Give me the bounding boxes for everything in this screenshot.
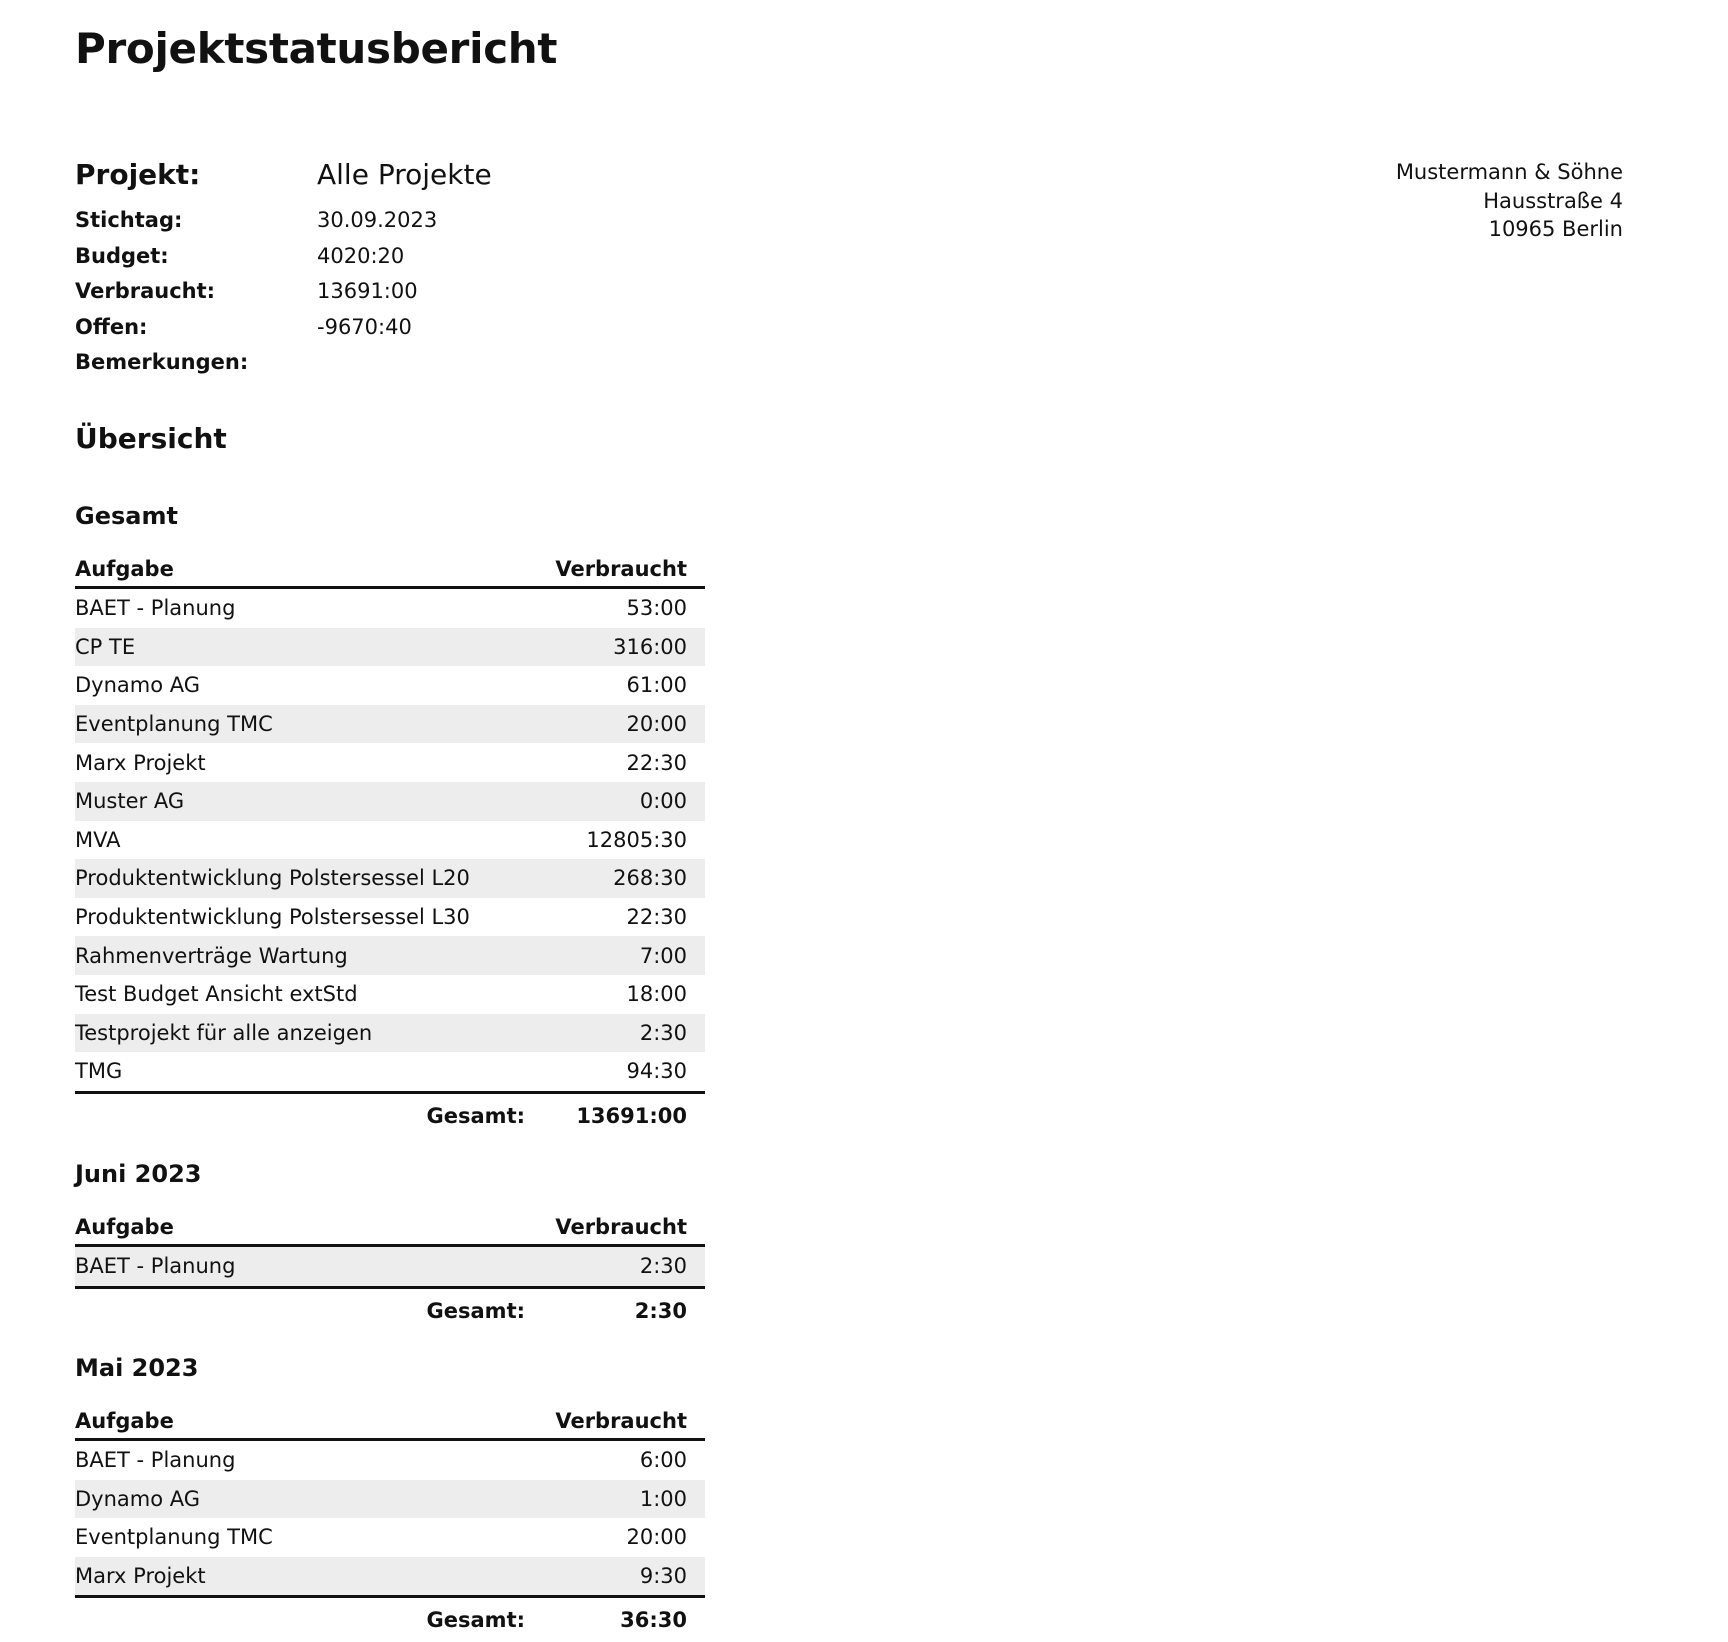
meta-value: Alle Projekte bbox=[317, 158, 492, 191]
meta-label: Verbraucht: bbox=[75, 279, 216, 303]
report-table bbox=[75, 1210, 705, 1333]
address-line: Mustermann & Söhne bbox=[1395, 160, 1623, 184]
used-cell: 1:00 bbox=[525, 1480, 705, 1519]
column-header-task: Aufgabe bbox=[75, 1210, 525, 1246]
total-row bbox=[75, 1287, 705, 1333]
used-cell: 22:30 bbox=[626, 905, 687, 930]
total-row bbox=[75, 1597, 705, 1642]
task-cell: MVA bbox=[75, 827, 121, 852]
total-label: Gesamt: bbox=[75, 1597, 525, 1642]
task-cell: Rahmenverträge Wartung bbox=[75, 936, 525, 975]
report-table bbox=[75, 552, 705, 1138]
section-title: Gesamt bbox=[75, 502, 178, 530]
meta-value: 4020:20 bbox=[317, 243, 405, 268]
section-title: Mai 2023 bbox=[75, 1354, 199, 1382]
table-row bbox=[75, 1052, 705, 1092]
task-cell: BAET - Planung bbox=[75, 1246, 525, 1288]
used-cell: 61:00 bbox=[626, 673, 687, 698]
table-row bbox=[75, 975, 705, 1014]
meta-label: Projekt: bbox=[75, 158, 201, 191]
table-header-row bbox=[75, 552, 705, 588]
table-row bbox=[75, 1518, 705, 1557]
project-meta bbox=[75, 158, 775, 386]
column-header-used: Verbraucht bbox=[525, 1404, 705, 1440]
task-cell: Eventplanung TMC bbox=[75, 1525, 273, 1550]
column-header-used: Verbraucht bbox=[525, 552, 705, 588]
used-cell: 18:00 bbox=[626, 982, 687, 1007]
used-cell: 20:00 bbox=[525, 705, 705, 744]
table-row bbox=[75, 628, 705, 667]
task-cell: Produktentwicklung Polstersessel L30 bbox=[75, 905, 470, 930]
meta-label: Stichtag: bbox=[75, 208, 183, 232]
table-row bbox=[75, 1440, 705, 1480]
task-cell: BAET - Planung bbox=[75, 596, 236, 621]
meta-label: Offen: bbox=[75, 314, 148, 339]
used-cell: 22:30 bbox=[626, 750, 687, 775]
company-address bbox=[1396, 158, 1623, 244]
used-cell: 12805:30 bbox=[586, 827, 687, 852]
total-label: Gesamt: bbox=[75, 1092, 525, 1138]
total-row bbox=[75, 1092, 705, 1138]
used-cell: 2:30 bbox=[525, 1014, 705, 1053]
used-cell: 2:30 bbox=[525, 1246, 705, 1288]
meta-row-verbraucht bbox=[75, 279, 775, 315]
used-cell: 53:00 bbox=[626, 596, 687, 621]
page-title: Projektstatusbericht bbox=[75, 24, 558, 73]
total-value: 13691:00 bbox=[525, 1092, 705, 1138]
section-juni-2023 bbox=[75, 1154, 705, 1333]
report-table bbox=[75, 1404, 705, 1642]
table-row bbox=[75, 743, 705, 782]
task-cell: CP TE bbox=[75, 628, 525, 667]
meta-value: 30.09.2023 bbox=[317, 208, 438, 232]
table-row bbox=[75, 1014, 705, 1053]
overview-heading: Übersicht bbox=[75, 422, 227, 455]
section-title: Juni 2023 bbox=[75, 1160, 202, 1188]
total-value: 36:30 bbox=[525, 1597, 705, 1642]
used-cell: 0:00 bbox=[525, 782, 705, 821]
used-cell: 7:00 bbox=[525, 936, 705, 975]
address-line: 10965 Berlin bbox=[1488, 217, 1623, 241]
used-cell: 9:30 bbox=[525, 1557, 705, 1597]
section-mai-2023 bbox=[75, 1348, 705, 1642]
meta-label: Budget: bbox=[75, 243, 169, 268]
column-header-task: Aufgabe bbox=[75, 1404, 525, 1440]
meta-value: -9670:40 bbox=[317, 314, 412, 339]
used-cell: 268:30 bbox=[525, 859, 705, 898]
task-cell: Produktentwicklung Polstersessel L20 bbox=[75, 859, 525, 898]
meta-row-budget bbox=[75, 244, 775, 280]
total-label: Gesamt: bbox=[75, 1287, 525, 1333]
meta-row-offen bbox=[75, 315, 775, 351]
task-cell: BAET - Planung bbox=[75, 1448, 236, 1473]
meta-value: 13691:00 bbox=[317, 279, 418, 303]
section-gesamt bbox=[75, 496, 705, 1138]
meta-row-bemerkungen bbox=[75, 350, 775, 386]
task-cell: Dynamo AG bbox=[75, 673, 201, 698]
task-cell: Eventplanung TMC bbox=[75, 705, 525, 744]
task-cell: Dynamo AG bbox=[75, 1480, 525, 1519]
table-row bbox=[75, 588, 705, 628]
address-line: Hausstraße 4 bbox=[1483, 188, 1623, 213]
table-row bbox=[75, 1480, 705, 1519]
table-row bbox=[75, 666, 705, 705]
task-cell: Muster AG bbox=[75, 782, 525, 821]
table-row bbox=[75, 936, 705, 975]
used-cell: 316:00 bbox=[525, 628, 705, 667]
table-header-row bbox=[75, 1210, 705, 1246]
task-cell: Test Budget Ansicht extStd bbox=[75, 982, 358, 1007]
table-row bbox=[75, 705, 705, 744]
task-cell: TMG bbox=[75, 1059, 123, 1084]
column-header-used: Verbraucht bbox=[525, 1210, 705, 1246]
task-cell: Marx Projekt bbox=[75, 1557, 525, 1597]
table-row bbox=[75, 821, 705, 860]
task-cell: Testprojekt für alle anzeigen bbox=[75, 1014, 525, 1053]
table-row bbox=[75, 859, 705, 898]
total-value: 2:30 bbox=[525, 1287, 705, 1333]
table-header-row bbox=[75, 1404, 705, 1440]
table-row bbox=[75, 1246, 705, 1288]
table-row bbox=[75, 1557, 705, 1597]
table-row bbox=[75, 782, 705, 821]
column-header-task: Aufgabe bbox=[75, 552, 525, 588]
used-cell: 94:30 bbox=[626, 1059, 687, 1084]
meta-row-stichtag bbox=[75, 208, 775, 244]
meta-label: Bemerkungen: bbox=[75, 350, 249, 374]
meta-row-project bbox=[75, 158, 775, 208]
used-cell: 6:00 bbox=[639, 1448, 687, 1473]
task-cell: Marx Projekt bbox=[75, 750, 206, 775]
used-cell: 20:00 bbox=[626, 1525, 687, 1550]
table-row bbox=[75, 898, 705, 937]
